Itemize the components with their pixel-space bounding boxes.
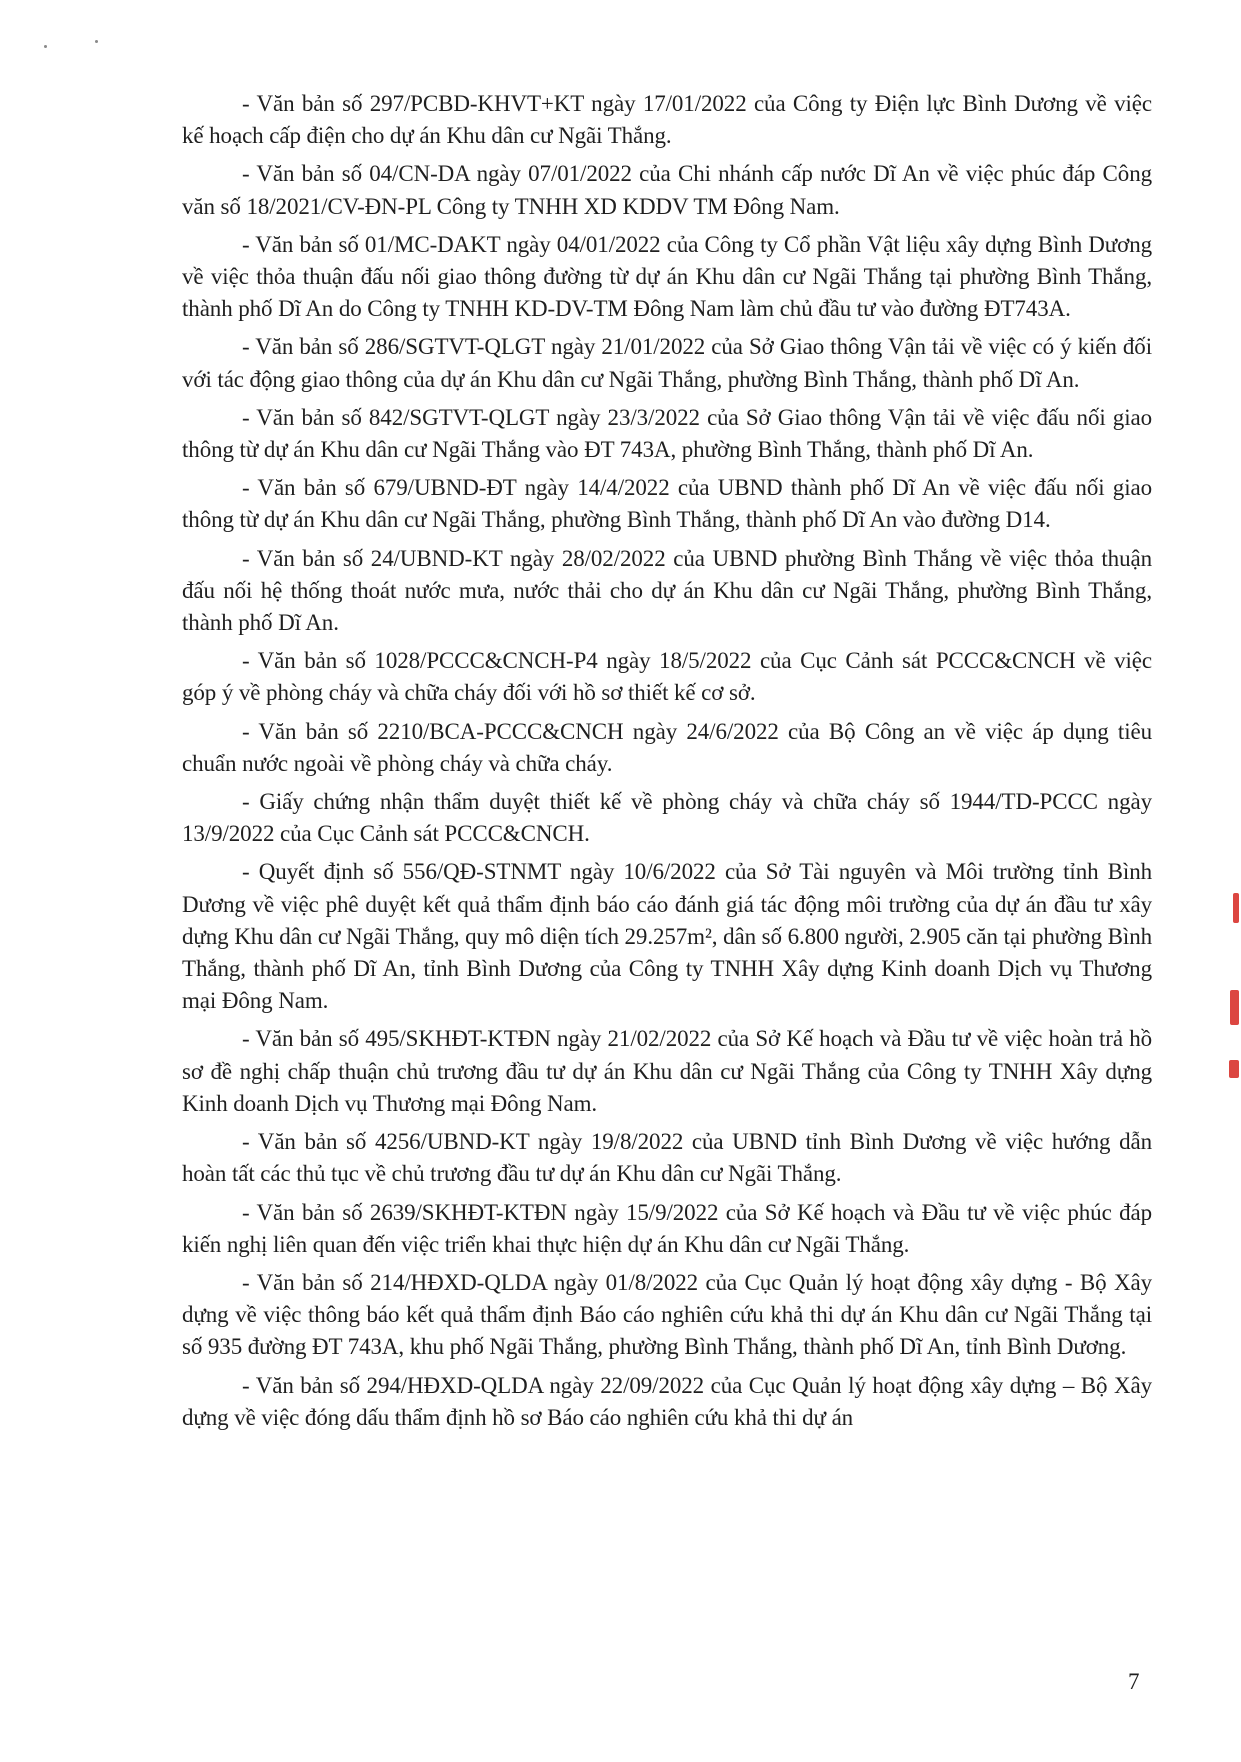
document-paragraph: - Quyết định số 556/QĐ-STNMT ngày 10/6/2022 của Sở Tài nguyên và Môi trường tỉnh Bình Dương về việc phê duyệt kết quả thẩm định báo cáo đánh giá tác động môi trường của dự án đầu tư xây dựng Khu dân cư Ngãi Thắng, quy mô diện tích 29.257m², dân số 6.800 người, 2.905 căn tại phường Bình Thắng, thành phố Dĩ An, tỉnh Bình Dương của Công ty TNHH Xây dựng Kinh doanh Dịch vụ Thương mại Đông Nam.	[182, 859, 1152, 1014]
document-paragraph: - Văn bản số 294/HĐXD-QLDA ngày 22/09/2022 của Cục Quản lý hoạt động xây dựng – Bộ Xây dựng về việc đóng dấu thẩm định hồ sơ Báo cáo nghiên cứu khả thi dự án	[182, 1372, 1152, 1430]
document-paragraph: - Văn bản số 214/HĐXD-QLDA ngày 01/8/2022 của Cục Quản lý hoạt động xây dựng - Bộ Xây dựng về việc thông báo kết quả thẩm định Báo cáo nghiên cứu khả thi dự án Khu dân cư Ngãi Thắng tại số 935 đường ĐT 743A, khu phố Ngãi Thắng, phường Bình Thắng, thành phố Dĩ An, tỉnh Bình Dương.	[182, 1269, 1152, 1360]
seal-fragment	[1230, 990, 1239, 1025]
scan-speck	[95, 40, 98, 43]
document-paragraph: - Văn bản số 495/SKHĐT-KTĐN ngày 21/02/2022 của Sở Kế hoạch và Đầu tư về việc hoàn trả hồ sơ đề nghị chấp thuận chủ trương đầu tư dự án Khu dân cư Ngãi Thắng của Công ty TNHH Xây dựng Kinh doanh Dịch vụ Thương mại Đông Nam.	[182, 1026, 1152, 1116]
page-number: 7	[1128, 1669, 1140, 1694]
document-paragraph: - Văn bản số 297/PCBD-KHVT+KT ngày 17/01/2022 của Công ty Điện lực Bình Dương về việc kế hoạch cấp điện cho dự án Khu dân cư Ngãi Thắng.	[182, 91, 1152, 149]
document-paragraph: - Văn bản số 2639/SKHĐT-KTĐN ngày 15/9/2022 của Sở Kế hoạch và Đầu tư về việc phúc đáp kiến nghị liên quan đến việc triển khai thực hiện dự án Khu dân cư Ngãi Thắng.	[182, 1199, 1152, 1257]
document-paragraph: - Văn bản số 1028/PCCC&CNCH-P4 ngày 18/5/2022 của Cục Cảnh sát PCCC&CNCH về việc góp ý về phòng cháy và chữa cháy đối với hồ sơ thiết kế cơ sở.	[182, 648, 1152, 706]
seal-fragment	[1233, 893, 1239, 923]
document-paragraph: - Văn bản số 04/CN-DA ngày 07/01/2022 của Chi nhánh cấp nước Dĩ An về việc phúc đáp Công văn số 18/2021/CV-ĐN-PL Công ty TNHH XD KDDV TM Đông Nam.	[182, 161, 1152, 219]
document-paragraph: - Văn bản số 4256/UBND-KT ngày 19/8/2022 của UBND tỉnh Bình Dương về việc hướng dẫn hoàn tất các thủ tục về chủ trương đầu tư dự án Khu dân cư Ngãi Thắng.	[182, 1129, 1152, 1187]
document-paragraph: - Văn bản số 01/MC-DAKT ngày 04/01/2022 của Công ty Cổ phần Vật liệu xây dựng Bình Dương về việc thỏa thuận đấu nối giao thông đường từ dự án Khu dân cư Ngãi Thắng tại phường Bình Thắng, thành phố Dĩ An do Công ty TNHH KD-DV-TM Đông Nam làm chủ đầu tư vào đường ĐT743A.	[182, 231, 1152, 322]
document-body	[182, 88, 1152, 1440]
document-paragraph: - Văn bản số 2210/BCA-PCCC&CNCH ngày 24/6/2022 của Bộ Công an về việc áp dụng tiêu chuẩn nước ngoài về phòng cháy và chữa cháy.	[182, 718, 1152, 776]
document-paragraph: - Văn bản số 286/SGTVT-QLGT ngày 21/01/2022 của Sở Giao thông Vận tải về việc có ý kiến đối với tác động giao thông của dự án Khu dân cư Ngãi Thắng, phường Bình Thắng, thành phố Dĩ An.	[182, 334, 1152, 392]
document-paragraph: - Văn bản số 842/SGTVT-QLGT ngày 23/3/2022 của Sở Giao thông Vận tải về việc đấu nối giao thông từ dự án Khu dân cư Ngãi Thắng vào ĐT 743A, phường Bình Thắng, thành phố Dĩ An.	[182, 404, 1152, 463]
seal-fragment	[1229, 1060, 1239, 1078]
document-paragraph: - Giấy chứng nhận thẩm duyệt thiết kế về phòng cháy và chữa cháy số 1944/TD-PCCC ngày 13/9/2022 của Cục Cảnh sát PCCC&CNCH.	[182, 789, 1152, 847]
document-paragraph: - Văn bản số 24/UBND-KT ngày 28/02/2022 của UBND phường Bình Thắng về việc thỏa thuận đấu nối hệ thống thoát nước mưa, nước thải cho dự án Khu dân cư Ngãi Thắng, phường Bình Thắng, thành phố Dĩ An.	[182, 545, 1152, 636]
document-paragraph: - Văn bản số 679/UBND-ĐT ngày 14/4/2022 của UBND thành phố Dĩ An về việc đấu nối giao thông từ dự án Khu dân cư Ngãi Thắng, phường Bình Thắng, thành phố Dĩ An vào đường D14.	[182, 475, 1152, 533]
scan-speck	[44, 45, 47, 48]
